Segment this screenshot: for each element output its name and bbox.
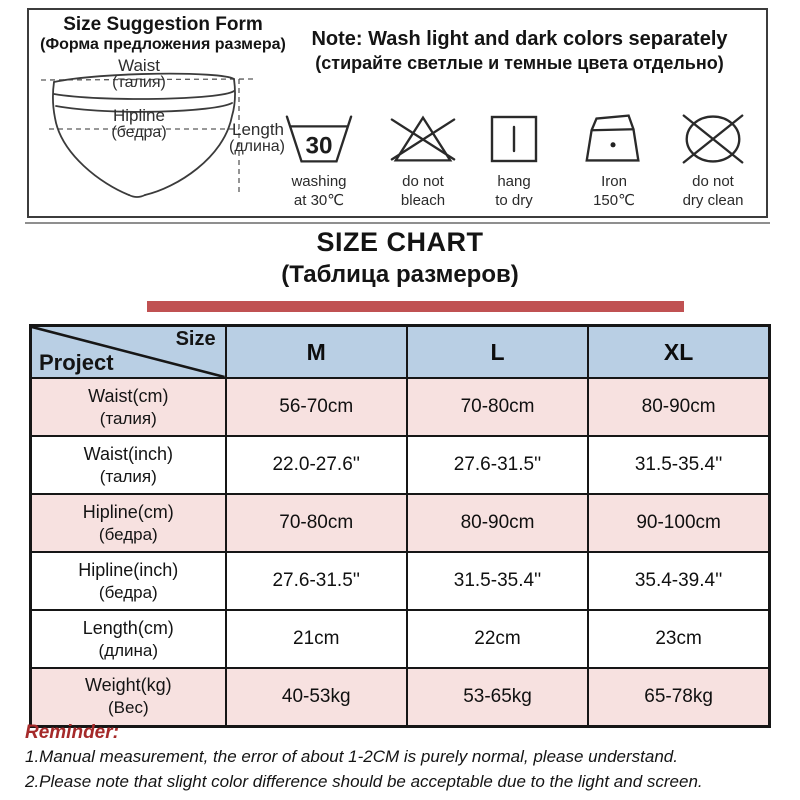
do-not-bleach-icon	[388, 112, 458, 166]
waist-label: Waist	[118, 56, 160, 75]
row-label-ru: (бедра)	[98, 582, 158, 602]
length-label-ru: (длина)	[229, 138, 285, 155]
reminder-item-1: 1.Manual measurement, the error of about 1-2CM is purely normal, please understand.	[25, 747, 678, 766]
cell-value: 27.6-31.5''	[407, 436, 588, 494]
care-caption: to dry	[495, 192, 533, 209]
care-caption: at 30℃	[293, 192, 345, 209]
hang-to-dry-icon	[489, 112, 539, 166]
red-accent-bar	[147, 301, 684, 312]
column-header-l: L	[407, 326, 588, 379]
row-label-ru: (длина)	[98, 640, 159, 660]
cell-value: 40-53kg	[226, 668, 407, 726]
cell-value: 80-90cm	[407, 494, 588, 552]
cell-value: 22cm	[407, 610, 588, 668]
row-label: Length(cm)	[82, 617, 174, 638]
care-caption: do not	[692, 173, 734, 190]
cell-value: 70-80cm	[226, 494, 407, 552]
cell-value: 31.5-35.4''	[407, 552, 588, 610]
row-label-ru: (Вес)	[107, 698, 149, 718]
care-caption: 150℃	[593, 192, 635, 209]
iron-icon	[577, 112, 651, 166]
care-item-dry-clean	[661, 112, 765, 210]
hipline-label-ru: (бедра)	[111, 124, 167, 141]
hipline-label: Hipline	[113, 106, 165, 125]
care-item-washing	[267, 112, 371, 210]
corner-size-label: Size	[175, 328, 216, 350]
length-label: Length	[232, 120, 284, 139]
row-label-ru: (талия)	[99, 408, 157, 428]
corner-cell	[32, 327, 225, 377]
waist-label-ru: (талия)	[112, 74, 166, 91]
care-item-bleach	[371, 112, 475, 210]
care-item-hang-dry	[462, 112, 566, 210]
row-label: Hipline(cm)	[82, 501, 174, 522]
cell-value: 27.6-31.5''	[226, 552, 407, 610]
care-caption: dry clean	[682, 192, 744, 209]
cell-value: 22.0-27.6''	[226, 436, 407, 494]
washing-tub-icon	[284, 112, 354, 166]
wash-note: Note: Wash light and dark colors separately	[311, 28, 728, 50]
do-not-dry-clean-icon	[676, 112, 750, 166]
cell-value: 31.5-35.4''	[588, 436, 769, 494]
cell-value: 90-100cm	[588, 494, 769, 552]
table-header-row	[31, 326, 770, 379]
table-row-waist-cm	[31, 378, 770, 436]
row-label-ru: (талия)	[99, 466, 157, 486]
care-caption: washing	[291, 173, 347, 190]
cell-value: 56-70cm	[226, 378, 407, 436]
care-caption: Iron	[601, 173, 627, 190]
section-divider	[25, 222, 770, 224]
size-chart-title: SIZE CHART	[316, 227, 484, 257]
table-row-waist-inch	[31, 436, 770, 494]
care-caption: do not	[402, 173, 444, 190]
row-label: Waist(inch)	[83, 443, 173, 464]
reminder-title: Reminder:	[25, 722, 119, 743]
table-row-weight-kg	[31, 668, 770, 726]
cell-value: 53-65kg	[407, 668, 588, 726]
form-title: Size Suggestion Form	[63, 14, 263, 35]
cell-value: 65-78kg	[588, 668, 769, 726]
wash-temp-number: 30	[305, 132, 333, 160]
care-item-iron	[562, 112, 666, 210]
row-label-ru: (бедра)	[98, 524, 158, 544]
cell-value: 21cm	[226, 610, 407, 668]
reminder-item-2: 2.Please note that slight color difference should be acceptable due to the light and screen.	[25, 772, 703, 791]
size-table	[29, 324, 771, 728]
row-label: Weight(kg)	[84, 675, 172, 696]
size-chart-title-ru: (Таблица размеров)	[281, 261, 519, 288]
form-title-ru: (Форма предложения размера)	[40, 36, 286, 53]
care-caption: bleach	[400, 192, 446, 209]
row-label: Hipline(inch)	[78, 559, 179, 580]
cell-value: 35.4-39.4''	[588, 552, 769, 610]
corner-project-label: Project	[39, 350, 114, 375]
cell-value: 70-80cm	[407, 378, 588, 436]
care-and-measure-panel	[27, 8, 768, 218]
row-label: Waist(cm)	[88, 385, 169, 406]
column-header-xl: XL	[588, 326, 769, 379]
wash-note-ru: (стирайте светлые и темные цвета отдельно)	[315, 53, 724, 73]
cell-value: 80-90cm	[588, 378, 769, 436]
care-caption: hang	[497, 173, 531, 190]
table-row-hipline-cm	[31, 494, 770, 552]
column-header-m: M	[226, 326, 407, 379]
cell-value: 23cm	[588, 610, 769, 668]
table-row-length-cm	[31, 610, 770, 668]
table-row-hipline-inch	[31, 552, 770, 610]
